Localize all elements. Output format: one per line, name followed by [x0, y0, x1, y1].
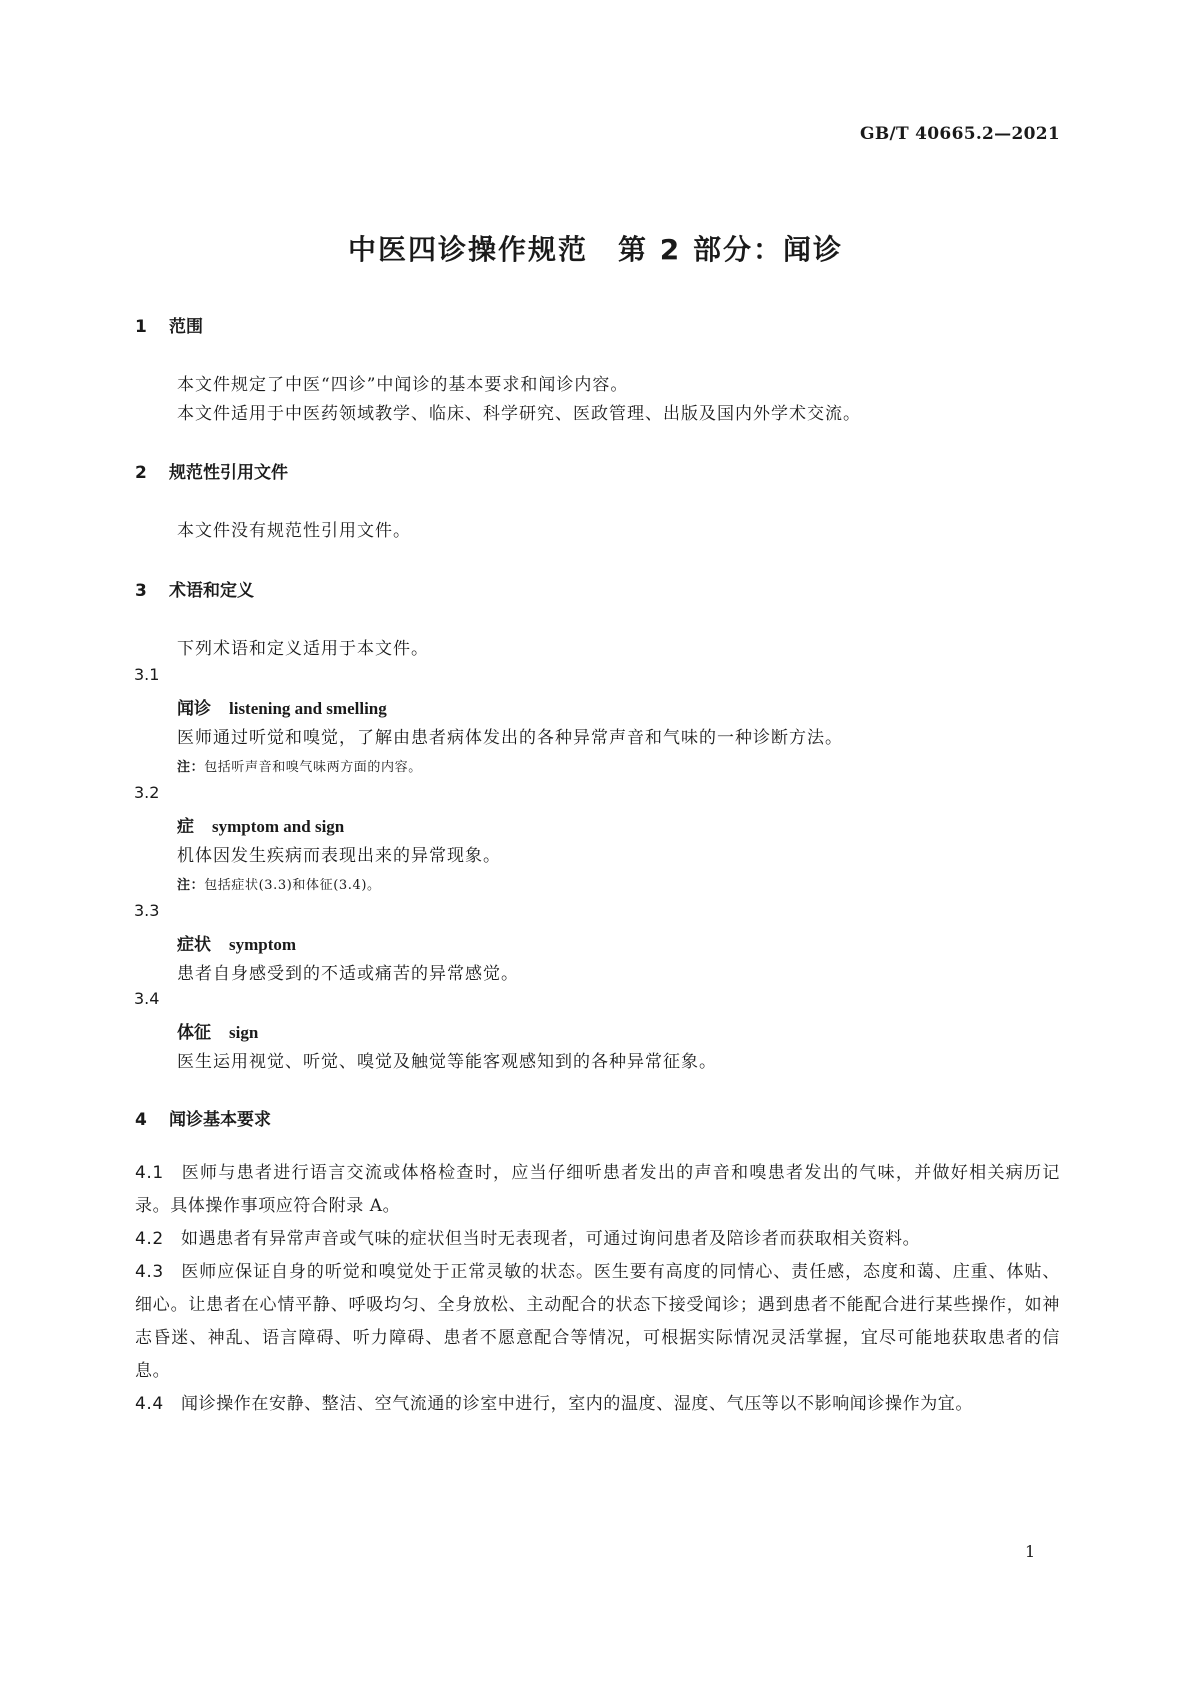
section-title: 闻诊基本要求 — [169, 1110, 271, 1130]
page-number: 1 — [1025, 1542, 1036, 1561]
clause-4-2 — [135, 1223, 1060, 1256]
note-label: 注： — [177, 878, 205, 893]
clause-4-1 — [135, 1157, 1060, 1223]
term-3-2-definition: 机体因发生疾病而表现出来的异常现象。 — [177, 846, 501, 866]
note-text: 包括听声音和嗅气味两方面的内容。 — [204, 760, 422, 775]
term-zh: 症 — [177, 817, 194, 837]
clause-4-3 — [135, 1256, 1060, 1388]
term-en: symptom and sign — [212, 817, 345, 836]
term-3-3-number: 3.3 — [134, 901, 160, 920]
term-3-1-note — [177, 756, 422, 775]
section-3-intro: 下列术语和定义适用于本文件。 — [177, 639, 429, 659]
term-en: listening and smelling — [229, 699, 387, 718]
clause-text: 医师与患者进行语言交流或体格检查时，应当仔细听患者发出的声音和嗅患者发出的气味，并做好相关病历记录。具体操作事项应符合附录 A。 — [135, 1163, 1060, 1216]
section-2-heading — [135, 458, 288, 483]
term-3-3-title — [177, 930, 296, 955]
section-number: 1 — [135, 317, 147, 337]
term-3-4-title — [177, 1018, 258, 1043]
clause-text: 医师应保证自身的听觉和嗅觉处于正常灵敏的状态。医生要有高度的同情心、责任感，态度和蔼、庄重、体贴、细心。让患者在心情平静、呼吸均匀、全身放松、主动配合的状态下接受闻诊；遇到患者不能配合进行某些操作，如神志昏迷、神乱、语言障碍、听力障碍、患者不愿意配合等情况，可根据实际情况灵活掌握，宜尽可能地获取患者的信息。 — [135, 1262, 1060, 1381]
term-zh: 症状 — [177, 935, 211, 955]
term-3-3-definition: 患者自身感受到的不适或痛苦的异常感觉。 — [177, 964, 519, 984]
section-title: 范围 — [169, 317, 203, 337]
clause-text: 如遇患者有异常声音或气味的症状但当时无表现者，可通过询问患者及陪诊者而获取相关资料。 — [181, 1229, 921, 1249]
clause-number: 4.3 — [135, 1262, 164, 1282]
term-3-4-number: 3.4 — [134, 989, 160, 1008]
term-3-1-title — [177, 694, 387, 719]
clause-number: 4.2 — [135, 1229, 164, 1249]
clause-4-4 — [135, 1388, 1060, 1421]
term-3-2-note — [177, 874, 381, 893]
section-1-paragraph-2: 本文件适用于中医药领域教学、临床、科学研究、医政管理、出版及国内外学术交流。 — [177, 404, 861, 424]
section-title: 术语和定义 — [169, 581, 254, 601]
section-number: 4 — [135, 1110, 147, 1130]
section-number: 3 — [135, 581, 147, 601]
section-number: 2 — [135, 463, 147, 483]
document-title: 中医四诊操作规范 第 2 部分：闻诊 — [348, 233, 843, 266]
clause-text: 闻诊操作在安静、整洁、空气流通的诊室中进行，室内的温度、湿度、气压等以不影响闻诊操作为宜。 — [181, 1394, 973, 1414]
term-3-1-number: 3.1 — [134, 665, 160, 684]
section-1-paragraph-1: 本文件规定了中医“四诊”中闻诊的基本要求和闻诊内容。 — [177, 375, 629, 395]
term-3-2-number: 3.2 — [134, 783, 160, 802]
term-en: symptom — [229, 935, 297, 954]
section-4-heading — [135, 1105, 271, 1130]
term-zh: 闻诊 — [177, 699, 211, 719]
section-1-heading — [135, 312, 203, 337]
clause-number: 4.4 — [135, 1394, 164, 1414]
standard-number: GB/T 40665.2—2021 — [860, 124, 1060, 144]
term-zh: 体征 — [177, 1023, 211, 1043]
section-3-heading — [135, 576, 254, 601]
note-text: 包括症状(3.3)和体征(3.4)。 — [204, 878, 381, 893]
clause-number: 4.1 — [135, 1163, 164, 1183]
term-3-4-definition: 医生运用视觉、听觉、嗅觉及触觉等能客观感知到的各种异常征象。 — [177, 1052, 717, 1072]
section-title: 规范性引用文件 — [169, 463, 288, 483]
note-label: 注： — [177, 760, 205, 775]
section-2-paragraph-1: 本文件没有规范性引用文件。 — [177, 521, 411, 541]
term-3-1-definition: 医师通过听觉和嗅觉，了解由患者病体发出的各种异常声音和气味的一种诊断方法。 — [177, 728, 843, 748]
term-3-2-title — [177, 812, 344, 837]
term-en: sign — [229, 1023, 259, 1042]
